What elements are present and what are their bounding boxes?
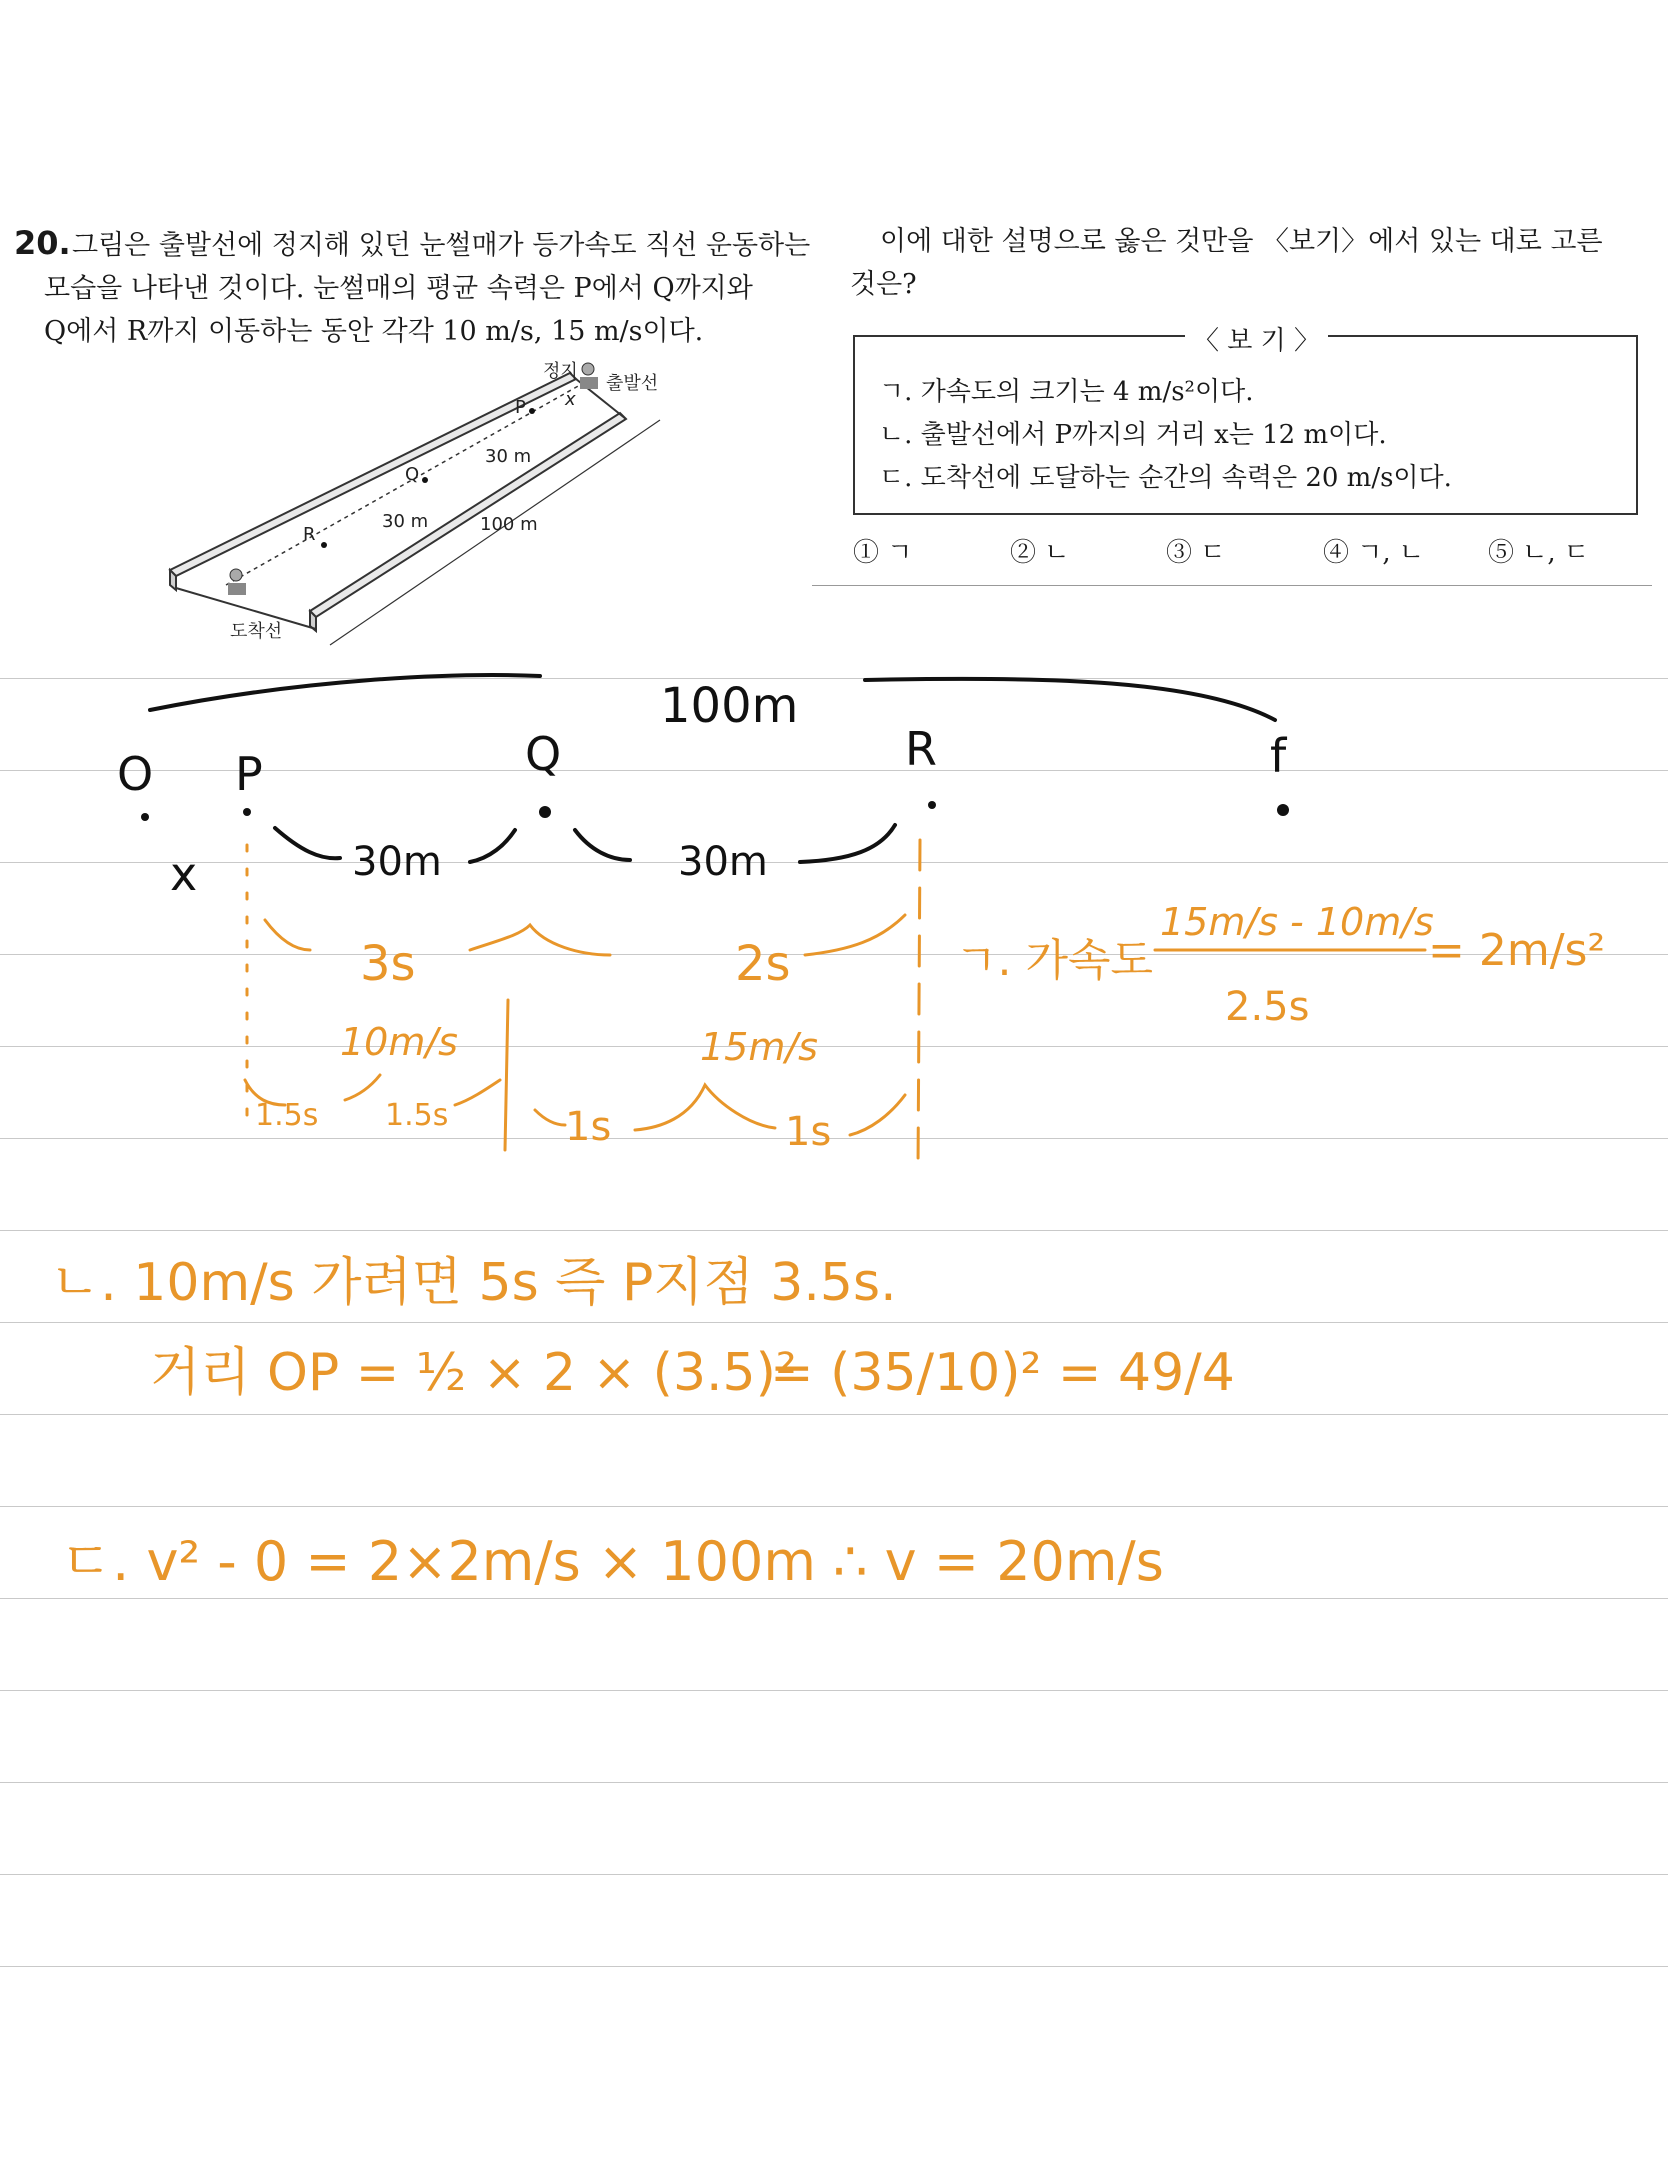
label-pq-distance: 30 m xyxy=(485,446,532,467)
choice-1[interactable]: ① ㄱ xyxy=(853,538,913,568)
choice-2[interactable]: ② ㄴ xyxy=(1010,538,1070,568)
hw-t-pq: 3s xyxy=(360,936,416,992)
hw-pq: 30m xyxy=(352,839,442,885)
hw-total: 100m xyxy=(660,678,799,734)
choice-3[interactable]: ③ ㄷ xyxy=(1166,538,1226,568)
choice-5[interactable]: ⑤ ㄴ, ㄷ xyxy=(1488,538,1590,568)
hw-g-numerator: 15m/s - 10m/s xyxy=(1160,900,1434,944)
hw-n-line2-a: 거리 OP = ½ × 2 × (3.5)² xyxy=(150,1343,797,1403)
bogi-item-g: ㄱ. 가속도의 크기는 4 m/s²이다. xyxy=(879,377,1254,407)
hw-p: P xyxy=(235,747,263,801)
hw-v-qr: 15m/s xyxy=(700,1025,818,1069)
label-finish-line: 도착선 xyxy=(230,621,283,642)
label-r: R xyxy=(303,524,316,545)
stem-line: Q에서 R까지 이동하는 동안 각각 10 m/s, 15 m/s이다. xyxy=(44,316,704,347)
hw-q: Q xyxy=(525,727,562,781)
hw-v-pq: 10m/s xyxy=(340,1020,458,1064)
hw-half-4: 1s xyxy=(785,1109,832,1155)
hw-n-line2-b: = (35/10)² = 49/4 xyxy=(770,1343,1235,1403)
hw-half-2: 1.5s xyxy=(385,1098,449,1133)
label-q: Q xyxy=(405,464,420,485)
label-stop: 정지 xyxy=(543,361,578,382)
hw-half-1: 1.5s xyxy=(255,1098,319,1133)
label-p: P xyxy=(515,397,526,418)
hw-o: O xyxy=(117,747,154,801)
stem-line: 그림은 출발선에 정지해 있던 눈썰매가 등가속도 직선 운동하는 xyxy=(72,230,811,261)
prompt-line: 것은? xyxy=(850,269,917,300)
label-qr-distance: 30 m xyxy=(382,511,429,532)
stem-line: 모습을 나타낸 것이다. 눈썰매의 평균 속력은 P에서 Q까지와 xyxy=(44,273,753,304)
prompt-line: 이에 대한 설명으로 옳은 것만을 〈보기〉에서 있는 대로 고른 xyxy=(880,226,1603,257)
hw-qr: 30m xyxy=(678,839,768,885)
bogi-item-n: ㄴ. 출발선에서 P까지의 거리 x는 12 m이다. xyxy=(879,420,1387,450)
hw-g-denominator: 2.5s xyxy=(1225,984,1310,1030)
bogi-item-d: ㄷ. 도착선에 도달하는 순간의 속력은 20 m/s이다. xyxy=(879,463,1452,493)
hw-g-result: = 2m/s² xyxy=(1428,925,1606,976)
hw-g-label: ㄱ. 가속도 xyxy=(955,935,1153,986)
label-total-distance: 100 m xyxy=(480,514,538,535)
hw-half-3: 1s xyxy=(565,1104,612,1150)
label-x: x xyxy=(565,389,576,410)
hw-r: R xyxy=(905,722,937,776)
hw-d-line: ㄷ. v² - 0 = 2×2m/s × 100m ∴ v = 20m/s xyxy=(60,1530,1164,1593)
hw-f: f xyxy=(1270,729,1287,783)
hw-n-line1: ㄴ. 10m/s 가려면 5s 즉 P지점 3.5s. xyxy=(50,1253,897,1313)
choice-4[interactable]: ④ ㄱ, ㄴ xyxy=(1323,538,1425,568)
bogi-title: 〈 보 기 〉 xyxy=(1185,320,1328,357)
hw-t-qr: 2s xyxy=(735,936,791,992)
hw-x: x xyxy=(170,847,198,901)
question-number: 20. xyxy=(14,224,71,262)
label-start-line: 출발선 xyxy=(606,373,659,394)
